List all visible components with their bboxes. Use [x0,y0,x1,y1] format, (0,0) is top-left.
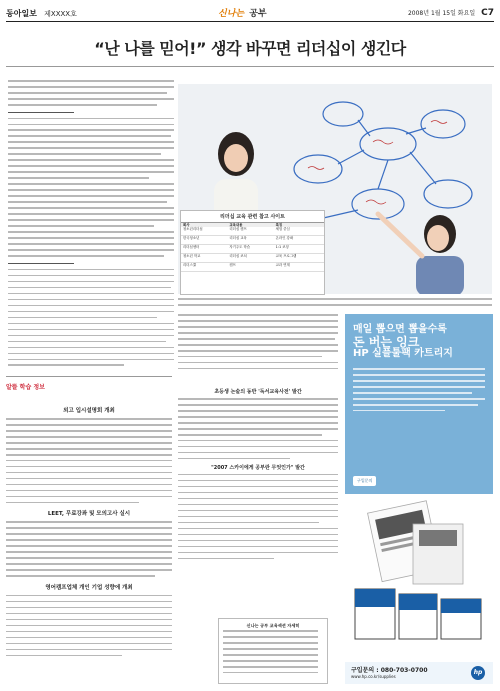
masthead [6,6,494,22]
table-row [181,245,324,254]
contact-lines [223,630,323,673]
photo-caption [178,298,492,310]
section-prefix: 신나는 [218,9,245,19]
ad-cta-button[interactable]: 구입문의 [353,476,376,486]
contact-title: 신나는 공부 교육섹션 자세히 [246,623,300,628]
table-row [181,227,324,236]
mid-text-2 [178,474,338,559]
section-logo [218,6,267,19]
ad-line-3: HP 실플툴팩 카트리지 [353,348,453,359]
table-row [181,236,324,245]
article-text-left [8,80,174,370]
ad-product-area [345,494,493,684]
news1-text [6,418,172,503]
headline: “난 나를 믿어!” 생각 바꾸면 리더십이 생긴다 [94,39,406,58]
masthead-left [6,8,77,19]
section-title: 알뜰 학습 정보 [6,384,45,391]
news2-text [6,521,172,576]
table-row [181,263,324,272]
ad-site[interactable]: www.hp.co.kr/supplies [351,674,396,679]
ad-phone: 구입문의 : 080-703-0700 [351,667,428,674]
article-text-middle [178,314,338,374]
table-cell: 리더십 코치 [229,254,247,259]
table-cell: 청소년 학교 [183,254,201,259]
ad-banner [345,314,493,494]
mid-title-2: "2007 스카이에게 공부란 무엇인가" 발간 [211,464,305,471]
table-cell: 리더십센터 [183,245,200,250]
section-divider [6,376,172,377]
table-cell: 청소년리더십 [183,227,203,232]
table-cell: 리더스쿨 [183,263,197,268]
issue-date: 2008년 1월 15일 화요일 [407,10,476,17]
ad-body [353,368,485,411]
header-company: 회사 [183,223,190,227]
table-cell: 리더십 교육 [229,236,247,241]
edition: 제XXXX호 [44,10,77,18]
table-cell: 리더십 캠프 [229,227,247,232]
news3-title: 영어캠프업체 개인 기업 성향에 개최 [45,584,133,591]
ad-footer [345,662,493,684]
table-title: 리더십 교육 관련 참고 사이트 [181,211,324,223]
hp-ink-advertisement[interactable] [345,314,493,684]
page-number: C7 [481,8,494,18]
table-cell: 교과 연계 [275,263,290,268]
masthead-right [408,8,494,18]
ad-headline [353,324,485,360]
table-cell: 한국청소년 [183,236,200,241]
ad-line-1: 매일 뽑으면 뽑을수록 [353,324,447,335]
divider [6,66,494,67]
news2-title: LEET, 무료강좌 및 모의고사 실시 [47,511,131,518]
header-content: 교육내용 [229,223,243,227]
ink-cartridges-image [345,494,493,662]
news-column [6,400,172,661]
section-name: 공부 [249,9,267,19]
paper-name: 동아일보 [6,8,37,18]
hp-logo: hp [471,666,485,680]
table-cell: 온라인 강좌 [275,236,294,241]
header-feature: 특징 [275,223,283,227]
table-row [181,254,324,263]
ad-line-2: 돈 버는 잉크 [353,335,420,349]
table-cell: 1:1 코칭 [275,245,289,250]
table-cell: 교육 프로그램 [275,254,297,259]
reference-table [180,210,325,295]
table-cell: 체험 중심 [275,227,290,232]
news1-title: 외고 입시설명회 개최 [63,408,115,414]
table-cell: 캠프 [229,263,236,268]
contact-box [218,618,328,684]
news3-text [6,595,172,656]
mid-title-1: 초등생 논술의 동반 '독서교육사전' 발간 [214,389,302,395]
mid-column [178,384,338,564]
mid-text-1 [178,398,338,459]
table-cell: 자기주도 학습 [229,245,251,250]
